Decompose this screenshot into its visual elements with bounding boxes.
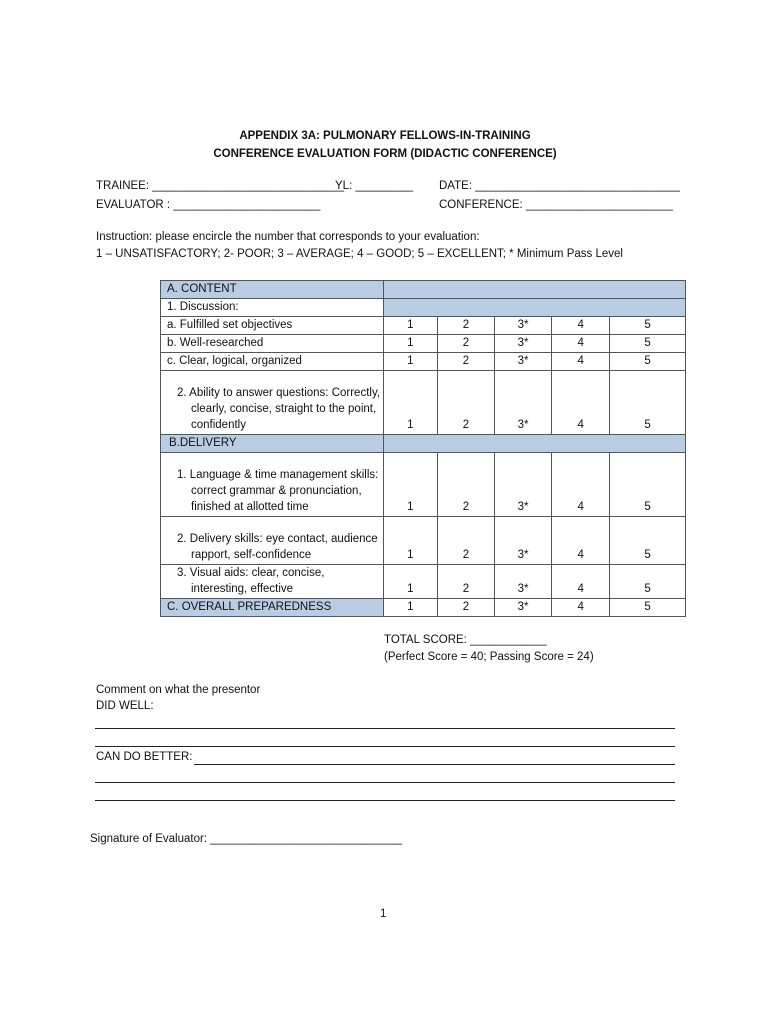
- score-option-5[interactable]: 5: [610, 353, 686, 371]
- section-overall-header: C. OVERALL PREPAREDNESS: [161, 599, 384, 617]
- did-well-line-2[interactable]: [95, 746, 675, 747]
- score-option-3[interactable]: 3*: [495, 599, 552, 617]
- score-option-4[interactable]: 4: [552, 517, 610, 565]
- score-option-4[interactable]: 4: [552, 371, 610, 435]
- score-option-4[interactable]: 4: [552, 453, 610, 517]
- discussion-label: 1. Discussion:: [161, 299, 384, 317]
- table-row: [161, 517, 686, 565]
- instruction-text: Instruction: please encircle the number that corresponds to your evaluation:: [96, 231, 480, 243]
- score-option-1[interactable]: 1: [383, 371, 437, 435]
- score-option-1[interactable]: 1: [383, 353, 437, 371]
- score-option-1[interactable]: 1: [383, 599, 437, 617]
- section-delivery-header: B.DELIVERY: [161, 435, 384, 453]
- can-do-better-label: CAN DO BETTER:: [96, 751, 193, 763]
- page-number: 1: [380, 908, 387, 920]
- score-option-3[interactable]: 3*: [495, 317, 552, 335]
- total-score-field[interactable]: TOTAL SCORE: ____________: [384, 634, 547, 646]
- conference-field[interactable]: CONFERENCE: _______________________: [439, 199, 673, 211]
- score-option-3[interactable]: 3*: [495, 371, 552, 435]
- score-option-1[interactable]: 1: [383, 517, 437, 565]
- criterion-label: [161, 517, 384, 565]
- score-option-5[interactable]: 5: [610, 517, 686, 565]
- score-option-2[interactable]: 2: [437, 453, 494, 517]
- score-option-2[interactable]: 2: [437, 599, 494, 617]
- signature-field[interactable]: Signature of Evaluator: ______________________________: [90, 833, 403, 845]
- score-option-2[interactable]: 2: [437, 371, 494, 435]
- score-option-2[interactable]: 2: [437, 353, 494, 371]
- score-option-3[interactable]: 3*: [495, 517, 552, 565]
- discussion-shade: [383, 299, 685, 317]
- form-title: APPENDIX 3A: PULMONARY FELLOWS-IN-TRAINING: [239, 130, 531, 142]
- score-option-4[interactable]: 4: [552, 317, 610, 335]
- score-option-3[interactable]: 3*: [495, 453, 552, 517]
- table-row: [161, 565, 686, 599]
- table-row: [161, 599, 686, 617]
- date-field[interactable]: DATE: ________________________________: [439, 180, 680, 192]
- criterion-label: [161, 565, 384, 599]
- did-well-line-1[interactable]: [95, 728, 675, 729]
- section-delivery-shade: [383, 435, 685, 453]
- table-row: [161, 317, 686, 335]
- evaluation-table: [160, 280, 686, 617]
- score-note: (Perfect Score = 40; Passing Score = 24): [384, 651, 594, 663]
- trainee-field[interactable]: TRAINEE: ______________________________: [96, 180, 345, 192]
- score-option-5[interactable]: 5: [610, 453, 686, 517]
- score-option-5[interactable]: 5: [610, 565, 686, 599]
- score-option-5[interactable]: 5: [610, 599, 686, 617]
- criterion-label: [161, 453, 384, 517]
- table-row: [161, 371, 686, 435]
- criterion-text: 2. Ability to answer questions: Correctly, clearly, concise, straight to the point, confidently: [177, 387, 381, 431]
- score-option-4[interactable]: 4: [552, 335, 610, 353]
- table-row: [161, 335, 686, 353]
- score-option-4[interactable]: 4: [552, 599, 610, 617]
- score-option-2[interactable]: 2: [437, 565, 494, 599]
- did-well-label: DID WELL:: [96, 700, 154, 712]
- criterion-text: 1. Language & time management skills: correct grammar & pronunciation, finished at allotted time: [177, 469, 379, 513]
- section-content-shade: [383, 281, 685, 299]
- can-do-better-line-2[interactable]: [95, 800, 675, 801]
- yl-field[interactable]: YL: _________: [335, 180, 414, 192]
- evaluator-field[interactable]: EVALUATOR : _______________________: [96, 199, 321, 211]
- criterion-label: c. Clear, logical, organized: [161, 353, 384, 371]
- criterion-label: a. Fulfilled set objectives: [161, 317, 384, 335]
- rating-legend: 1 – UNSATISFACTORY; 2- POOR; 3 – AVERAGE; 4 – GOOD; 5 – EXCELLENT; * Minimum Pass Level: [96, 248, 623, 260]
- score-option-2[interactable]: 2: [437, 335, 494, 353]
- table-row: [161, 353, 686, 371]
- score-option-1[interactable]: 1: [383, 565, 437, 599]
- score-option-3[interactable]: 3*: [495, 335, 552, 353]
- criterion-text: 2. Delivery skills: eye contact, audience rapport, self-confidence: [177, 533, 378, 561]
- score-option-4[interactable]: 4: [552, 565, 610, 599]
- score-option-2[interactable]: 2: [437, 517, 494, 565]
- score-option-5[interactable]: 5: [610, 335, 686, 353]
- score-option-3[interactable]: 3*: [495, 565, 552, 599]
- form-subtitle: CONFERENCE EVALUATION FORM (DIDACTIC CONFERENCE): [213, 148, 557, 160]
- score-option-1[interactable]: 1: [383, 317, 437, 335]
- table-row: [161, 453, 686, 517]
- can-do-better-line-0[interactable]: [194, 764, 675, 765]
- score-option-5[interactable]: 5: [610, 317, 686, 335]
- can-do-better-line-1[interactable]: [95, 782, 675, 783]
- criterion-text: 3. Visual aids: clear, concise, interesting, effective: [177, 567, 325, 595]
- score-option-3[interactable]: 3*: [495, 353, 552, 371]
- score-option-4[interactable]: 4: [552, 353, 610, 371]
- score-option-1[interactable]: 1: [383, 453, 437, 517]
- comment-heading: Comment on what the presentor: [96, 684, 261, 696]
- criterion-label: [161, 371, 384, 435]
- score-option-1[interactable]: 1: [383, 335, 437, 353]
- score-option-2[interactable]: 2: [437, 317, 494, 335]
- section-content-header: A. CONTENT: [161, 281, 384, 299]
- criterion-label: b. Well-researched: [161, 335, 384, 353]
- score-option-5[interactable]: 5: [610, 371, 686, 435]
